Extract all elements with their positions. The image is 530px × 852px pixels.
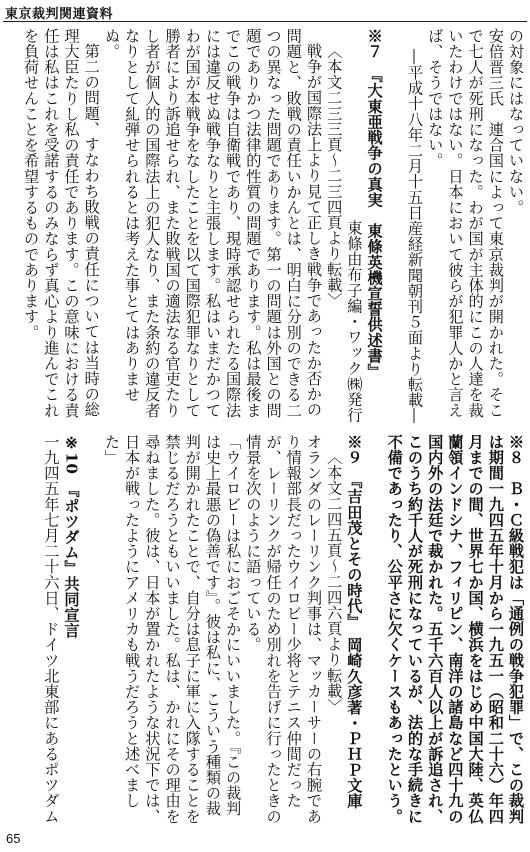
note-9-paragraph-1: オランダのレーリンク判事は、マッカーサーの右腕であり情報部長だったウイロビー少将とテニス仲間だったが、レーリンクが帰任のため別れを告げに行ったときの情景を次のように語っている。 [244, 434, 323, 824]
note-10-heading: ※10 『ポツダム』共同宣言 [62, 434, 81, 639]
source-citation: ―平成十八年二月十五日産経新聞朝刊５面より転載― [405, 48, 424, 423]
note-10-text: 一九四五年七月二十六日、ドイツ北東部にあるポツダム [42, 434, 61, 824]
running-header: 東京裁判関連資料 [5, 7, 114, 22]
note-9-heading: ※９ 『吉田茂とその時代』 岡崎久彦著・ＰＨＰ文庫 [345, 434, 364, 809]
abe-quote: 安倍晋三氏 連合国によって東京裁判が開かれた。そこで七人が死刑になった。わが国が主体的にこの人達を裁いたわけではない。日本において彼らが犯罪人かと言えば、そうではない。 [426, 28, 505, 418]
page-number: 65 [6, 831, 21, 846]
note-7-author: 東條由布子編・ワック㈱発行 [345, 220, 364, 423]
note-9-paragraph-2: 「ウイロビーは私におごそかにいいました。『この裁判は史上最悪の偽善です』。彼は私に、こういう種類の裁判が開かれたことで、自分は息子に軍に入隊することを禁じるだろうともいいました。私は、かれにその理由を尋ねました。彼は、日本が置かれたような状況下では、日本が戦ったようにアメリカも戦うだろうと述べました」 [102, 434, 243, 824]
continuation-line: の対象にはなっていない。 [507, 28, 525, 216]
note-7-paragraph-1: 戦争が国際法上より見て正しき戦争であったか否かの問題と、敗戦の責任いかんとは、明白に分別のできる二つの異なった問題であります。第一の問題は外国との問題でありかつ法律的性質の問題であります。私は最後までこの戦争は自衛戦であり、現時承認せられたる国際法には違反せぬ戦争なりと主張します。私はいまだかつてわが国が本戦争をなしたことを以て国際犯罪なりとして勝者により訴追せられ、また敗戦国の適法なる官吏たりし者が個人的の国際法上の犯人なり、また条約の違反者なりとして糺弾せられるとは考えた事とてはありませぬ。 [102, 28, 323, 418]
note-9-pages: 〈本文二四五頁〜二四六頁より転載〉 [325, 449, 344, 715]
top-text-block [4, 28, 526, 423]
note-8-text: ※８ Ｂ・Ｃ級戦犯は「通例の戦争犯罪」で、この裁判は期間一九四五年十月から一九五一（昭和二十六）年四月までの間、世界七か国、横浜をはじめ中国大陸、英仏蘭領インドシナ、フィリピン、南洋の諸島など四十九の国内外の法廷で裁かれた。五千六百人以上が訴追され、このうち約千人が死刑になっているが、法的な手続きに不備であったり、公平さに欠くケースもあったという。 [385, 434, 525, 824]
bottom-text-block [4, 434, 526, 829]
note-7-paragraph-2: 第二の問題、すなわち敗戦の責任については当時の総理大臣たりし私の責任であります。この意味における責任は私はこれを受諾するのみならず真心より進んでこれを負荷せんことを希望するものであります。 [22, 28, 101, 418]
note-7-heading: ※７ 『大東亜戦争の真実 東條英機宣誓供述書』 [365, 28, 384, 380]
header-rule [3, 21, 527, 22]
note-7-pages: 〈本文二三三頁〜二三四頁より転載〉 [325, 43, 344, 309]
